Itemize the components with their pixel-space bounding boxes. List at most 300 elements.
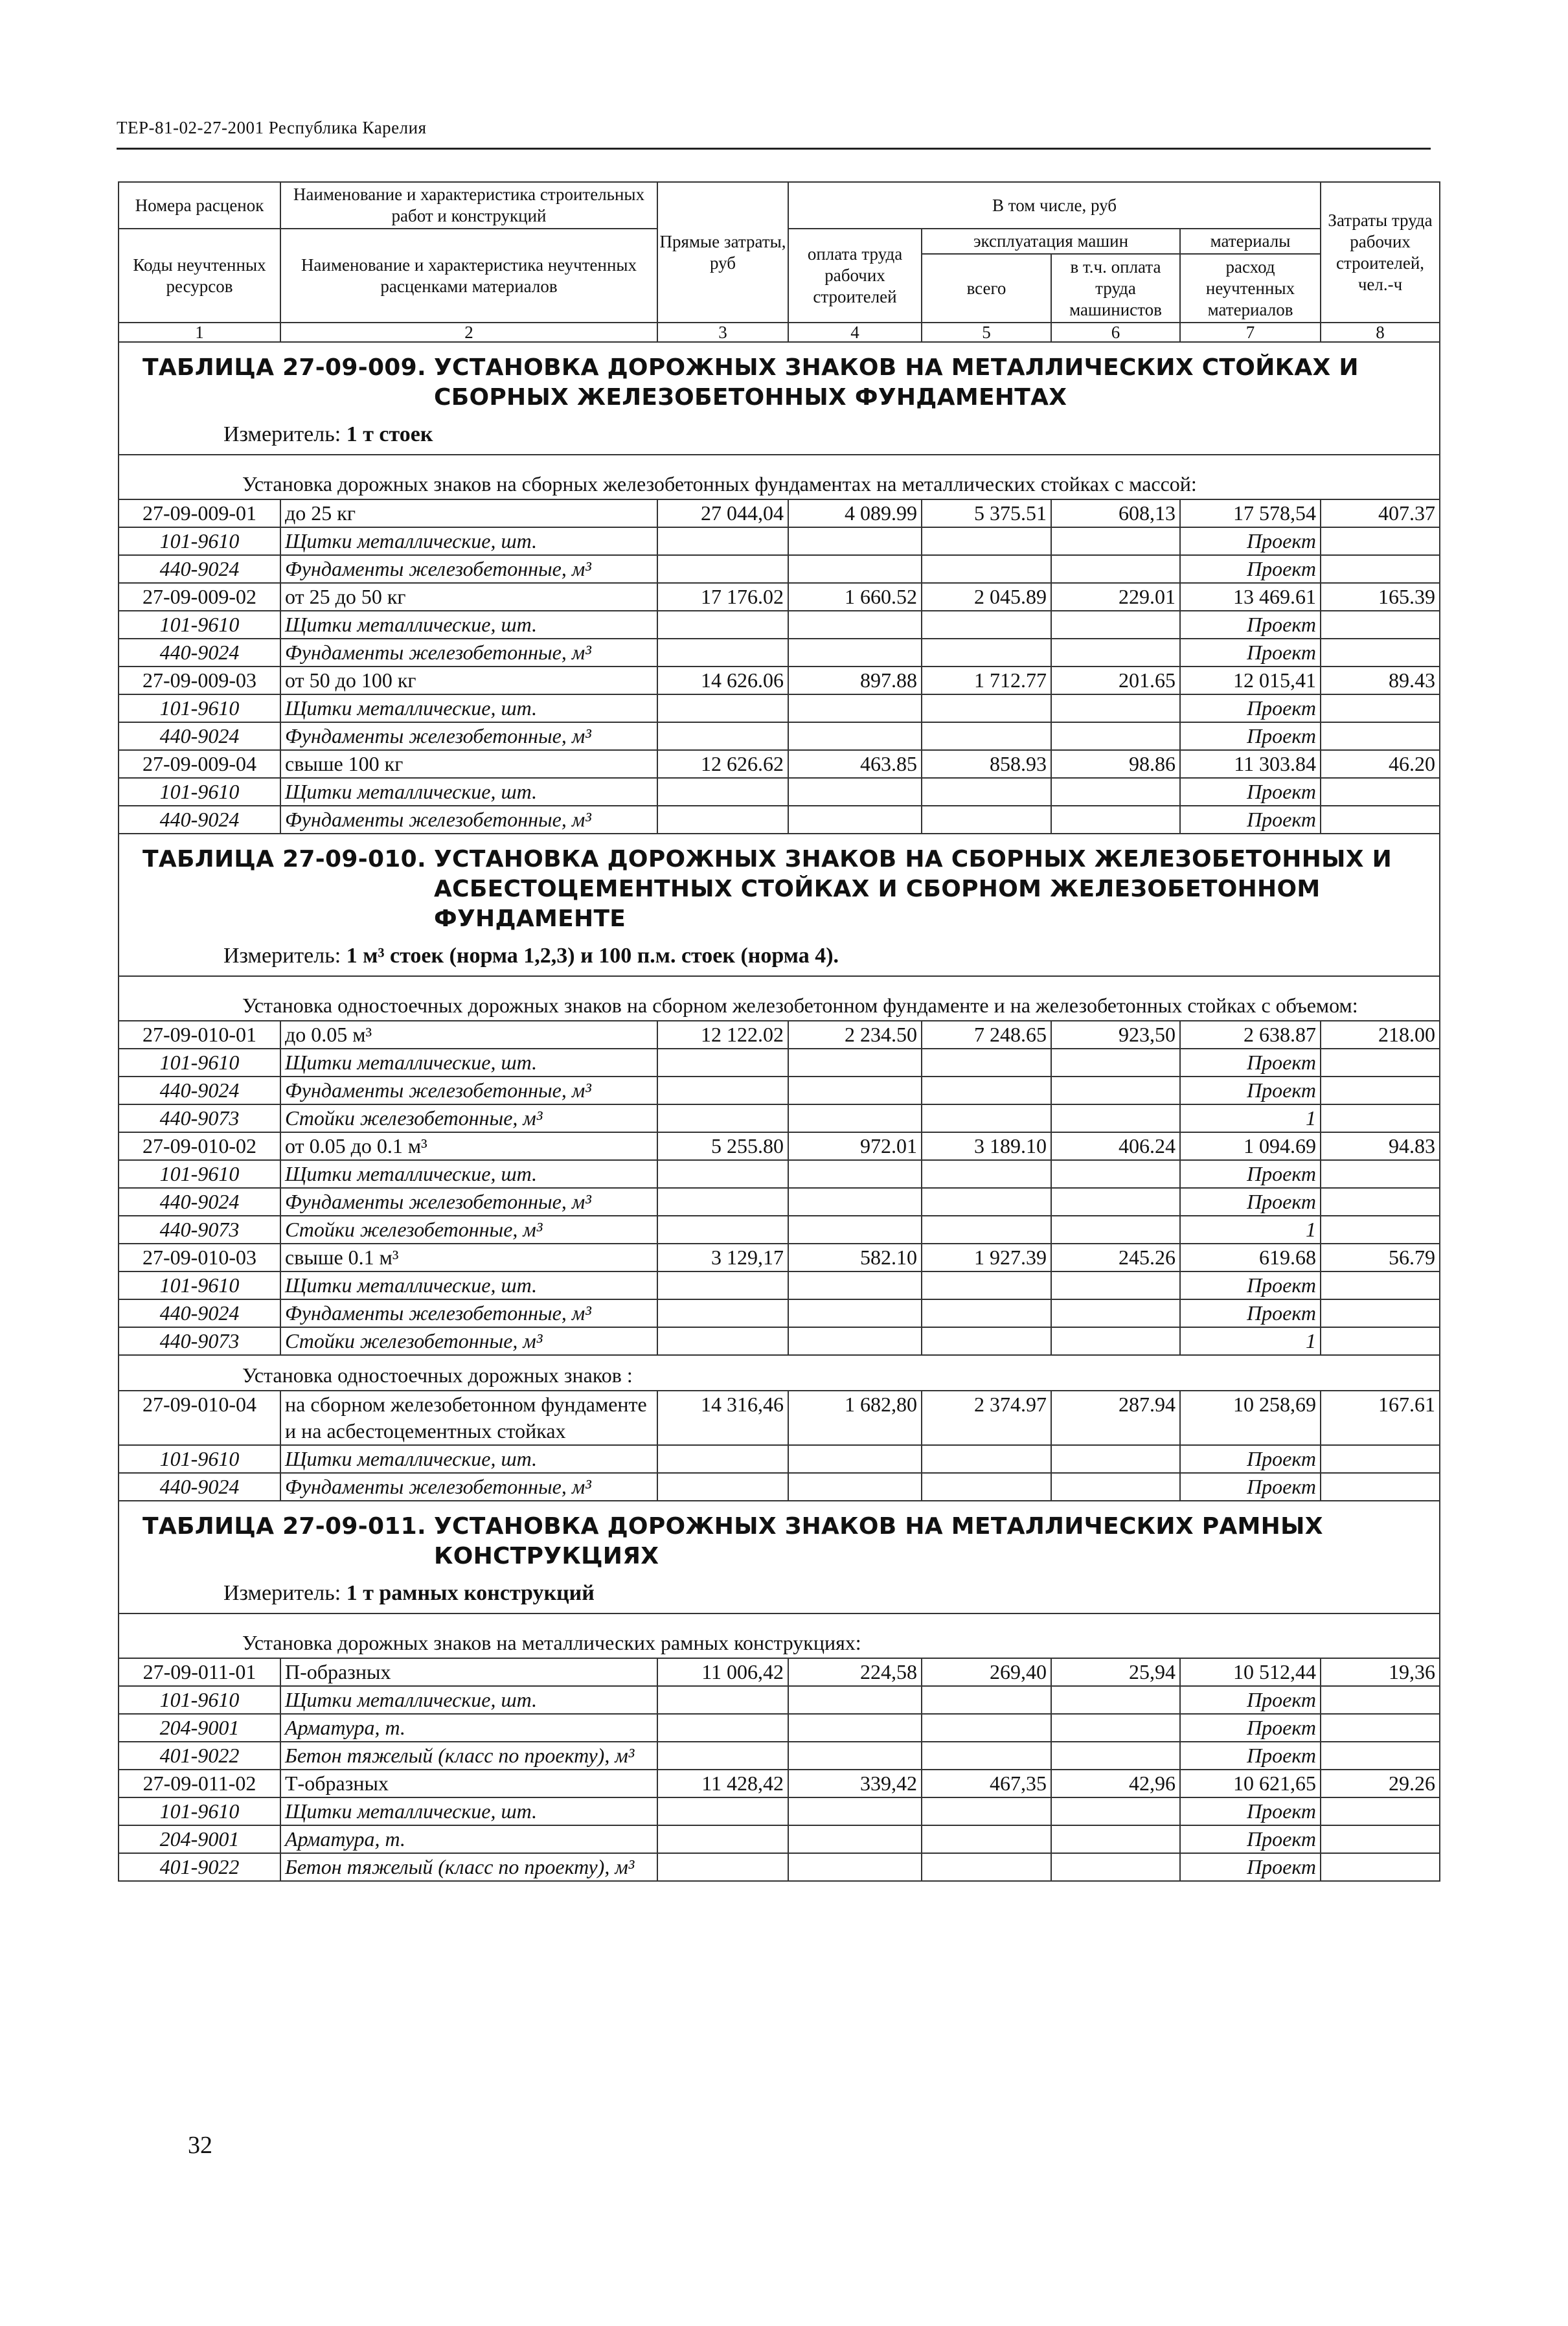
group-title-row [119,455,1440,499]
empty-cell [657,1473,788,1501]
resource-material: Проект [1180,1742,1321,1770]
labor-cost: 1 682,80 [788,1391,922,1445]
resource-name: Фундаменты железобетонные, м³ [280,1077,657,1104]
resource-name: Щитки металлические, шт. [280,527,657,555]
resource-code: 101-9610 [119,778,280,806]
empty-cell [1321,806,1440,834]
empty-cell [922,722,1051,750]
empty-cell [1321,722,1440,750]
document-header: ТЕР-81-02-27-2001 Республика Карелия [117,118,427,137]
measure-row [119,941,1440,976]
empty-cell [1051,1077,1180,1104]
empty-cell [922,1473,1051,1501]
norm-name: от 25 до 50 кг [280,583,657,611]
empty-cell [922,639,1051,667]
empty-cell [922,1160,1051,1188]
norm-row [119,1244,1440,1271]
resource-row [119,1271,1440,1299]
materials-cost: 10 512,44 [1180,1658,1321,1686]
resource-code: 101-9610 [119,527,280,555]
resource-name: Щитки металлические, шт. [280,1797,657,1825]
labor-cost: 582.10 [788,1244,922,1271]
materials-cost: 10 258,69 [1180,1391,1321,1445]
empty-cell [657,1216,788,1244]
resource-material: Проект [1180,527,1321,555]
empty-cell [1051,1299,1180,1327]
empty-cell [657,1049,788,1077]
resource-material: Проект [1180,694,1321,722]
resource-material: Проект [1180,1825,1321,1853]
empty-cell [788,1686,922,1714]
resource-row [119,1825,1440,1853]
empty-cell [788,1271,922,1299]
machine-labor-cost: 406.24 [1051,1132,1180,1160]
labor-hours: 46.20 [1321,750,1440,778]
machines-header: эксплуатация машин [922,229,1180,254]
empty-cell [788,1742,922,1770]
resource-material: Проект [1180,1077,1321,1104]
norm-row [119,499,1440,527]
resource-name: Щитки металлические, шт. [280,611,657,639]
empty-cell [922,806,1051,834]
empty-cell [922,1077,1051,1104]
norm-name: П-образных [280,1658,657,1686]
norm-row [119,1770,1440,1797]
norm-name: свыше 0.1 м³ [280,1244,657,1271]
col1-top-header: Номера расценок [119,182,280,229]
empty-cell [1051,1188,1180,1216]
empty-cell [1321,1327,1440,1355]
empty-cell [788,1797,922,1825]
resource-code: 101-9610 [119,1797,280,1825]
resource-material: Проект [1180,1299,1321,1327]
resource-material: Проект [1180,806,1321,834]
resource-row [119,778,1440,806]
group-title: Установка дорожных знаков на металлических рамных конструкциях: [119,1613,1440,1658]
resource-code: 440-9073 [119,1327,280,1355]
direct-cost: 12 626.62 [657,750,788,778]
norm-name: от 0.05 до 0.1 м³ [280,1132,657,1160]
empty-cell [1051,1049,1180,1077]
empty-cell [788,1825,922,1853]
empty-cell [788,1714,922,1742]
resource-name: Арматура, т. [280,1825,657,1853]
resource-code: 101-9610 [119,1686,280,1714]
column-number: 4 [788,323,922,342]
empty-cell [788,1104,922,1132]
machine-cost: 2 374.97 [922,1391,1051,1445]
empty-cell [788,694,922,722]
empty-cell [922,694,1051,722]
norm-row [119,1021,1440,1049]
labor-hours: 56.79 [1321,1244,1440,1271]
measure-row [119,419,1440,455]
col7-header: расход неучтенных материалов [1180,254,1321,323]
resource-code: 440-9073 [119,1216,280,1244]
norm-name: от 50 до 100 кг [280,667,657,694]
empty-cell [657,611,788,639]
resource-material: Проект [1180,1714,1321,1742]
empty-cell [657,1104,788,1132]
empty-cell [657,1686,788,1714]
resource-name: Щитки металлические, шт. [280,1271,657,1299]
table-title-row [119,1501,1440,1578]
resource-row [119,806,1440,834]
empty-cell [1321,1160,1440,1188]
machine-cost: 858.93 [922,750,1051,778]
norm-code: 27-09-009-04 [119,750,280,778]
col1-bottom-header: Коды неучтенных ресурсов [119,229,280,323]
norm-name: на сборном железобетонном фундаменте и на асбестоцементных стойках [280,1391,657,1445]
measure-label: Измеритель: [223,422,341,446]
table-title-row [119,834,1440,941]
empty-cell [1321,1853,1440,1881]
labor-cost: 339,42 [788,1770,922,1797]
measure-line [223,1579,1435,1608]
resource-material: Проект [1180,1686,1321,1714]
group-title: Установка одностоечных дорожных знаков на сборном железобетонном фундаменте и на железобетонных стойках с объемом: [119,976,1440,1021]
resource-name: Щитки металлические, шт. [280,1686,657,1714]
resource-material: Проект [1180,1473,1321,1501]
column-number: 2 [280,323,657,342]
direct-cost: 11 428,42 [657,1770,788,1797]
empty-cell [657,722,788,750]
empty-cell [788,1160,922,1188]
empty-cell [1051,1327,1180,1355]
table-body [119,342,1440,1881]
measure-value: 1 т стоек [346,422,433,446]
col8-header: Затраты труда рабочих строителей, чел.-ч [1321,182,1440,323]
empty-cell [788,555,922,583]
empty-cell [657,1188,788,1216]
empty-cell [1321,1825,1440,1853]
empty-cell [922,1686,1051,1714]
empty-cell [657,555,788,583]
empty-cell [657,1271,788,1299]
empty-cell [1051,1825,1180,1853]
empty-cell [922,1271,1051,1299]
table-code: ТАБЛИЦА 27-09-010. [142,846,426,872]
empty-cell [1321,1742,1440,1770]
resource-row [119,1299,1440,1327]
rates-table [118,181,1440,1882]
table-title [119,342,1440,419]
resource-row [119,1853,1440,1881]
resource-name: Бетон тяжелый (класс по проекту), м³ [280,1853,657,1881]
labor-hours: 19,36 [1321,1658,1440,1686]
resource-name: Фундаменты железобетонные, м³ [280,806,657,834]
empty-cell [922,1742,1051,1770]
labor-cost: 897.88 [788,667,922,694]
resource-row [119,1445,1440,1473]
labor-hours: 167.61 [1321,1391,1440,1445]
empty-cell [1321,1104,1440,1132]
header-rule [117,148,1431,150]
empty-cell [657,1299,788,1327]
table-title-row [119,342,1440,419]
empty-cell [1321,611,1440,639]
resource-code: 101-9610 [119,1049,280,1077]
empty-cell [922,555,1051,583]
labor-cost: 2 234.50 [788,1021,922,1049]
resource-code: 440-9024 [119,722,280,750]
page-number: 32 [188,2132,212,2159]
norm-row [119,750,1440,778]
group-title: Установка одностоечных дорожных знаков : [119,1355,1440,1391]
resource-code: 101-9610 [119,1160,280,1188]
resource-row [119,1797,1440,1825]
empty-cell [788,1049,922,1077]
norm-row [119,1391,1440,1445]
measure-line [223,420,1435,449]
empty-cell [1051,1216,1180,1244]
machine-cost: 1 712.77 [922,667,1051,694]
table-title-text [123,353,1435,413]
empty-cell [1051,1686,1180,1714]
empty-cell [788,806,922,834]
materials-header: материалы [1180,229,1321,254]
resource-code: 401-9022 [119,1853,280,1881]
empty-cell [1321,1049,1440,1077]
empty-cell [1321,1797,1440,1825]
resource-code: 440-9024 [119,1299,280,1327]
column-number: 3 [657,323,788,342]
resource-name: Фундаменты железобетонные, м³ [280,639,657,667]
resource-material: 1 [1180,1327,1321,1355]
empty-cell [1051,1714,1180,1742]
group-title: Установка дорожных знаков на сборных железобетонных фундаментах на металлических стойках с массой: [119,455,1440,499]
resource-name: Бетон тяжелый (класс по проекту), м³ [280,1742,657,1770]
materials-cost: 11 303.84 [1180,750,1321,778]
empty-cell [657,1797,788,1825]
resource-row [119,527,1440,555]
group-title-row [119,1355,1440,1391]
col3-header: Прямые затраты, руб [657,182,788,323]
labor-cost: 972.01 [788,1132,922,1160]
empty-cell [657,1077,788,1104]
empty-cell [788,1299,922,1327]
resource-code: 101-9610 [119,1271,280,1299]
resource-row [119,1188,1440,1216]
resource-name: Щитки металлические, шт. [280,1445,657,1473]
machine-labor-cost: 923,50 [1051,1021,1180,1049]
labor-hours: 94.83 [1321,1132,1440,1160]
resource-material: Проект [1180,639,1321,667]
machine-labor-cost: 287.94 [1051,1391,1180,1445]
machine-cost: 467,35 [922,1770,1051,1797]
resource-row [119,1104,1440,1132]
labor-hours: 89.43 [1321,667,1440,694]
col5-header: всего [922,254,1051,323]
resource-row [119,1160,1440,1188]
resource-row [119,639,1440,667]
materials-cost: 10 621,65 [1180,1770,1321,1797]
empty-cell [1051,806,1180,834]
machine-cost: 5 375.51 [922,499,1051,527]
empty-cell [1321,1299,1440,1327]
empty-cell [1321,555,1440,583]
direct-cost: 11 006,42 [657,1658,788,1686]
labor-cost: 224,58 [788,1658,922,1686]
resource-code: 440-9024 [119,806,280,834]
empty-cell [657,694,788,722]
empty-cell [1321,639,1440,667]
resource-code: 204-9001 [119,1825,280,1853]
column-number: 6 [1051,323,1180,342]
resource-code: 101-9610 [119,694,280,722]
measure-cell [119,941,1440,976]
measure-line [223,942,1435,970]
norm-code: 27-09-010-04 [119,1391,280,1445]
resource-material: Проект [1180,1049,1321,1077]
empty-cell [657,1160,788,1188]
empty-cell [788,639,922,667]
empty-cell [1051,778,1180,806]
col6-header: в т.ч. оплата труда машинистов [1051,254,1180,323]
resource-name: Стойки железобетонные, м³ [280,1216,657,1244]
resource-name: Стойки железобетонные, м³ [280,1327,657,1355]
table-title-text [123,845,1435,934]
empty-cell [1051,694,1180,722]
empty-cell [788,722,922,750]
empty-cell [1321,1216,1440,1244]
empty-cell [1051,1473,1180,1501]
resource-row [119,1686,1440,1714]
empty-cell [1321,1686,1440,1714]
col2-top-header: Наименование и характеристика строительных работ и конструкций [280,182,657,229]
measure-label: Измеритель: [223,944,341,968]
empty-cell [657,778,788,806]
direct-cost: 14 316,46 [657,1391,788,1445]
table-name: УСТАНОВКА ДОРОЖНЫХ ЗНАКОВ НА СБОРНЫХ ЖЕЛЕЗОБЕТОННЫХ И АСБЕСТОЦЕМЕНТНЫХ СТОЙКАХ И СБОРНОМ ЖЕЛЕЗОБЕТОННОМ ФУНДАМЕНТЕ [433,846,1392,932]
measure-value: 1 т рамных конструкций [346,1581,595,1605]
empty-cell [922,1714,1051,1742]
machine-labor-cost: 25,94 [1051,1658,1180,1686]
norm-row [119,667,1440,694]
machine-labor-cost: 201.65 [1051,667,1180,694]
materials-cost: 13 469.61 [1180,583,1321,611]
table-code: ТАБЛИЦА 27-09-011. [142,1513,426,1540]
resource-row [119,1327,1440,1355]
table-title-text [123,1512,1435,1571]
resource-material: Проект [1180,722,1321,750]
measure-cell [119,1578,1440,1613]
resource-row [119,1473,1440,1501]
machine-cost: 7 248.65 [922,1021,1051,1049]
column-number: 5 [922,323,1051,342]
resource-name: Стойки железобетонные, м³ [280,1104,657,1132]
empty-cell [788,1216,922,1244]
direct-cost: 3 129,17 [657,1244,788,1271]
empty-cell [1051,1797,1180,1825]
machine-labor-cost: 608,13 [1051,499,1180,527]
table-name: УСТАНОВКА ДОРОЖНЫХ ЗНАКОВ НА МЕТАЛЛИЧЕСКИХ РАМНЫХ КОНСТРУКЦИЯХ [433,1513,1323,1569]
empty-cell [1321,1714,1440,1742]
measure-cell [119,419,1440,455]
norm-name: свыше 100 кг [280,750,657,778]
resource-material: Проект [1180,1188,1321,1216]
direct-cost: 14 626.06 [657,667,788,694]
col4-header: оплата труда рабочих строителей [788,229,922,323]
resource-code: 440-9024 [119,1077,280,1104]
group-title-row [119,976,1440,1021]
empty-cell [657,527,788,555]
norm-name: Т-образных [280,1770,657,1797]
materials-cost: 12 015,41 [1180,667,1321,694]
empty-cell [922,1049,1051,1077]
resource-code: 440-9073 [119,1104,280,1132]
labor-cost: 463.85 [788,750,922,778]
resource-material: Проект [1180,1445,1321,1473]
materials-cost: 2 638.87 [1180,1021,1321,1049]
col2-bottom-header: Наименование и характеристика неучтенных расценками материалов [280,229,657,323]
resource-code: 440-9024 [119,1473,280,1501]
empty-cell [922,1188,1051,1216]
labor-hours: 218.00 [1321,1021,1440,1049]
resource-name: Фундаменты железобетонные, м³ [280,722,657,750]
empty-cell [922,1853,1051,1881]
resource-code: 101-9610 [119,611,280,639]
empty-cell [922,1299,1051,1327]
resource-row [119,694,1440,722]
resource-name: Фундаменты железобетонные, м³ [280,1299,657,1327]
resource-name: Фундаменты железобетонные, м³ [280,1473,657,1501]
labor-cost: 1 660.52 [788,583,922,611]
resource-code: 101-9610 [119,1445,280,1473]
resource-row [119,1714,1440,1742]
empty-cell [922,1445,1051,1473]
empty-cell [1051,639,1180,667]
resource-code: 440-9024 [119,555,280,583]
resource-code: 204-9001 [119,1714,280,1742]
empty-cell [788,1445,922,1473]
materials-cost: 619.68 [1180,1244,1321,1271]
norm-code: 27-09-010-01 [119,1021,280,1049]
column-number: 7 [1180,323,1321,342]
resource-code: 401-9022 [119,1742,280,1770]
norm-name: до 0.05 м³ [280,1021,657,1049]
column-number: 1 [119,323,280,342]
norm-code: 27-09-011-01 [119,1658,280,1686]
measure-value: 1 м³ стоек (норма 1,2,3) и 100 п.м. стоек (норма 4). [346,944,839,968]
empty-cell [1051,611,1180,639]
norm-code: 27-09-010-03 [119,1244,280,1271]
norm-code: 27-09-011-02 [119,1770,280,1797]
empty-cell [788,611,922,639]
resource-row [119,555,1440,583]
resource-material: 1 [1180,1104,1321,1132]
table-code: ТАБЛИЦА 27-09-009. [142,354,426,381]
empty-cell [1051,1445,1180,1473]
empty-cell [657,1445,788,1473]
empty-cell [1321,1271,1440,1299]
resource-row [119,1216,1440,1244]
resource-name: Арматура, т. [280,1714,657,1742]
resource-material: 1 [1180,1216,1321,1244]
resource-name: Фундаменты железобетонные, м³ [280,1188,657,1216]
group-title-row [119,1613,1440,1658]
empty-cell [788,778,922,806]
resource-code: 440-9024 [119,639,280,667]
measure-row [119,1578,1440,1613]
machine-labor-cost: 245.26 [1051,1244,1180,1271]
empty-cell [922,527,1051,555]
empty-cell [657,806,788,834]
labor-cost: 4 089.99 [788,499,922,527]
norm-code: 27-09-009-01 [119,499,280,527]
column-numbers-row [119,323,1440,342]
resource-name: Щитки металлические, шт. [280,1049,657,1077]
